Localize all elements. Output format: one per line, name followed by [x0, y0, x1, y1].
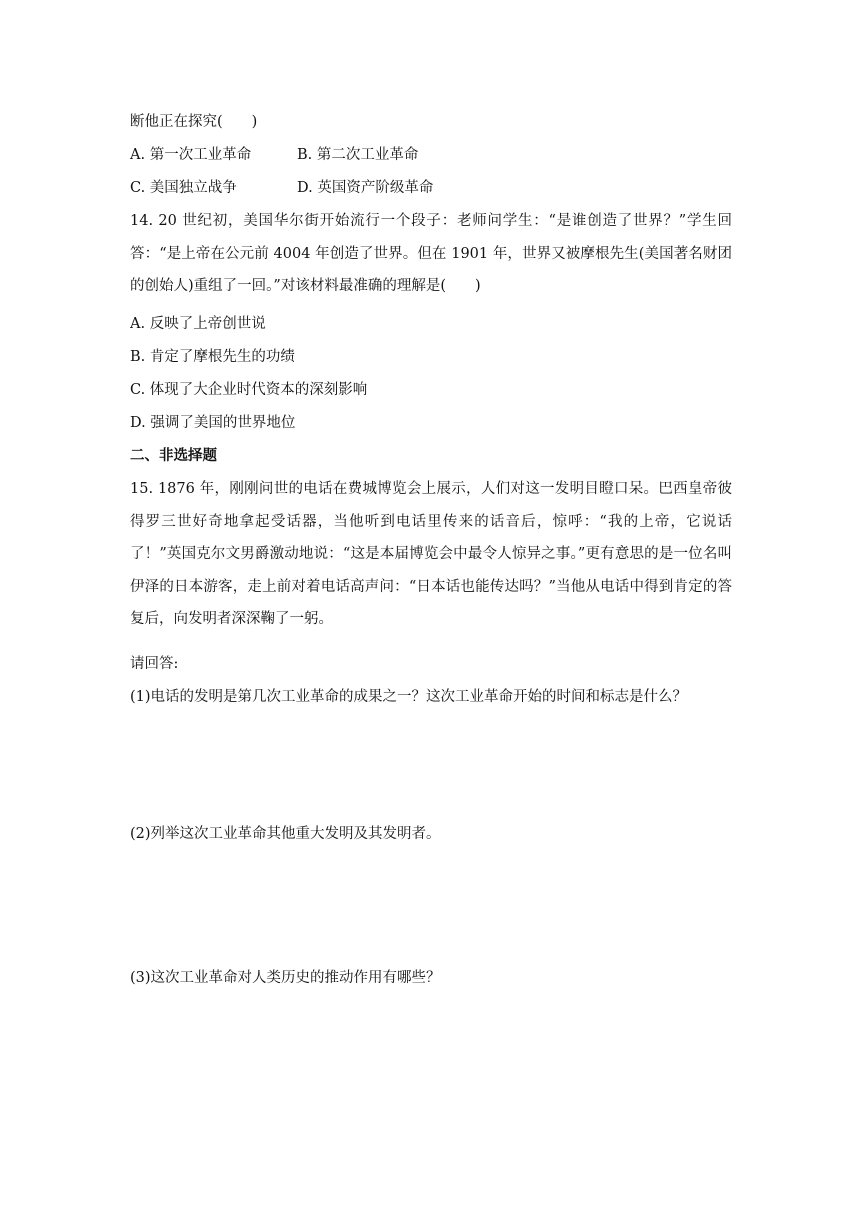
q15-sub-1: (1)电话的发明是第几次工业革命的成果之一？这次工业革命开始的时间和标志是什么？	[130, 689, 688, 705]
q14-stem: 14. 20 世纪初，美国华尔街开始流行一个段子：老师问学生：“是谁创造了世界？”学生回答：“是上帝在公元前 4004 年创造了世界。但在 1901 年，世界又被摩根先生(美国著名财团的创始人)重组了一回。”对该材料最准确的理解是( )	[130, 213, 732, 294]
q13-option-b: B. 第二次工业革命	[297, 147, 419, 163]
q15-stem: 15. 1876 年，刚刚问世的电话在费城博览会上展示，人们对这一发明目瞪口呆。巴西皇帝彼得罗三世好奇地拿起受话器，当他听到电话里传来的话音后，惊呼：“我的上帝，它说话了！”英国克尔文男爵激动地说：“这是本届博览会中最令人惊异之事。”更有意思的是一位名叫伊泽的日本游客，走上前对着电话高声问：“日本话也能传达吗？”当他从电话中得到肯定的答复后，向发明者深深鞠了一躬。	[130, 481, 732, 627]
q14-option-c: C. 体现了大企业时代资本的深刻影响	[130, 382, 368, 398]
q14-option-d: D. 强调了美国的世界地位	[130, 415, 296, 431]
q13-option-d: D. 英国资产阶级革命	[297, 180, 434, 196]
q13-option-a: A. 第一次工业革命	[130, 147, 252, 163]
q13-option-c: C. 美国独立战争	[130, 180, 237, 196]
section-title-non-choice: 二、非选择题	[130, 447, 217, 464]
q13-stem-tail: 断他正在探究( )	[130, 114, 258, 130]
q15-sub-2: (2)列举这次工业革命其他重大发明及其发明者。	[130, 826, 441, 842]
q15-prompt: 请回答:	[130, 656, 179, 672]
q15-sub-3: (3)这次工业革命对人类历史的推动作用有哪些？	[130, 970, 441, 986]
q14-option-b: B. 肯定了摩根先生的功绩	[130, 349, 295, 365]
q14-option-a: A. 反映了上帝创世说	[130, 316, 266, 332]
